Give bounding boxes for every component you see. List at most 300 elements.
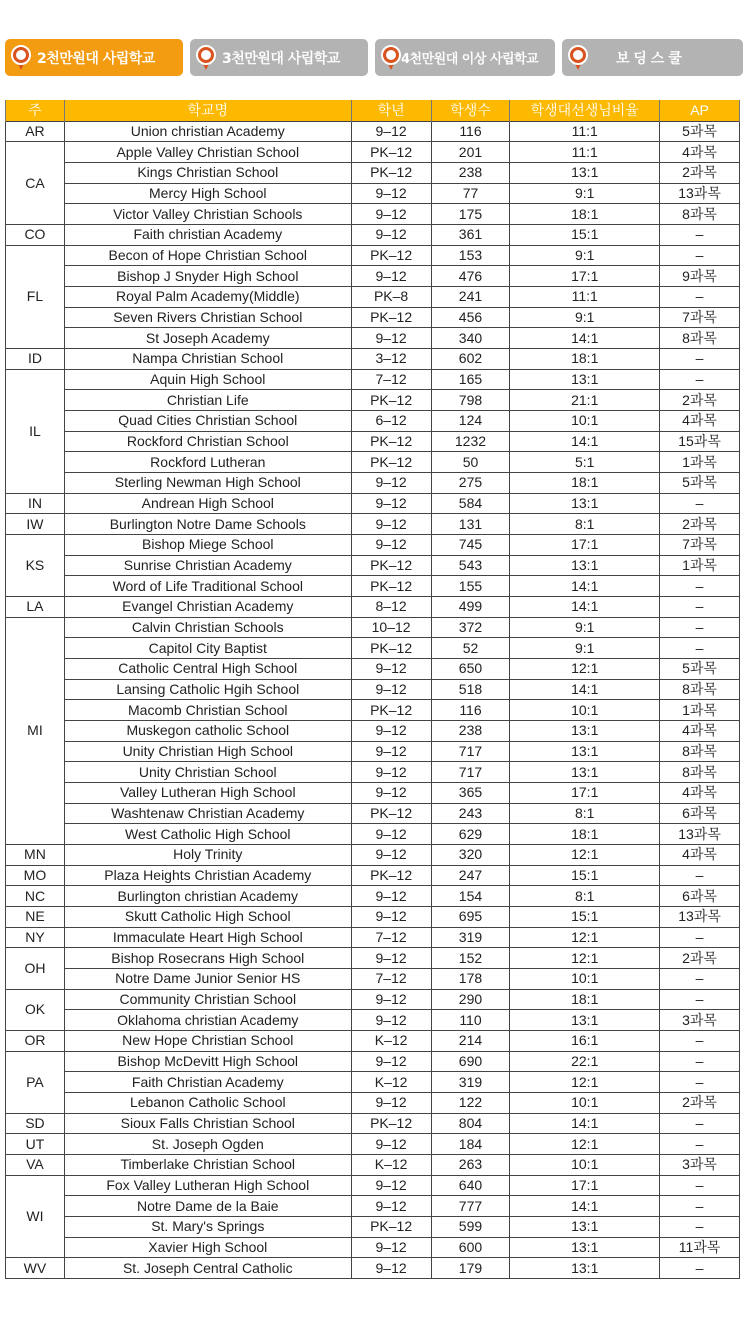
ap-courses-cell: 2과목 — [660, 1093, 740, 1114]
ratio-cell: 14:1 — [510, 1196, 660, 1217]
state-cell: FL — [6, 245, 65, 348]
school-name-cell: Apple Valley Christian School — [64, 142, 351, 163]
school-name-cell: Evangel Christian Academy — [64, 596, 351, 617]
state-cell: IW — [6, 514, 65, 535]
school-name-cell: Christian Life — [64, 390, 351, 411]
ap-courses-cell: 7과목 — [660, 307, 740, 328]
school-name-cell: Fox Valley Lutheran High School — [64, 1175, 351, 1196]
school-name-cell: Notre Dame Junior Senior HS — [64, 969, 351, 990]
grade-cell: PK–12 — [351, 390, 431, 411]
table-row — [6, 534, 740, 555]
ap-courses-cell: – — [660, 1113, 740, 1134]
ap-courses-cell: 5과목 — [660, 121, 740, 142]
ap-courses-cell: – — [660, 927, 740, 948]
ratio-cell: 12:1 — [510, 658, 660, 679]
tab-label: 보 딩 스 쿨 — [616, 50, 682, 67]
state-cell: CO — [6, 224, 65, 245]
ratio-cell: 12:1 — [510, 948, 660, 969]
students-cell: 640 — [431, 1175, 510, 1196]
grade-cell: PK–12 — [351, 1113, 431, 1134]
state-cell: LA — [6, 596, 65, 617]
header-school-name: 학교명 — [64, 100, 351, 121]
table-row — [6, 927, 740, 948]
students-cell: 584 — [431, 493, 510, 514]
grade-cell: 9–12 — [351, 224, 431, 245]
table-row — [6, 1072, 740, 1093]
ratio-cell: 13:1 — [510, 555, 660, 576]
ratio-cell: 13:1 — [510, 1237, 660, 1258]
students-cell: 372 — [431, 617, 510, 638]
table-row — [6, 452, 740, 473]
table-row — [6, 245, 740, 266]
grade-cell: 7–12 — [351, 969, 431, 990]
ap-courses-cell: 11과목 — [660, 1237, 740, 1258]
ap-courses-cell: – — [660, 617, 740, 638]
grade-cell: 9–12 — [351, 679, 431, 700]
ap-courses-cell: 8과목 — [660, 762, 740, 783]
table-row — [6, 638, 740, 659]
state-cell: OK — [6, 989, 65, 1030]
students-cell: 110 — [431, 1010, 510, 1031]
ap-courses-cell: 9과목 — [660, 266, 740, 287]
table-row — [6, 266, 740, 287]
ratio-cell: 9:1 — [510, 183, 660, 204]
school-name-cell: Bishop Miege School — [64, 534, 351, 555]
grade-cell: PK–12 — [351, 803, 431, 824]
table-row — [6, 1237, 740, 1258]
students-cell: 155 — [431, 576, 510, 597]
grade-cell: 9–12 — [351, 514, 431, 535]
ratio-cell: 13:1 — [510, 1258, 660, 1279]
grade-cell: PK–12 — [351, 307, 431, 328]
table-row — [6, 555, 740, 576]
table-row — [6, 658, 740, 679]
ratio-cell: 14:1 — [510, 679, 660, 700]
students-cell: 275 — [431, 472, 510, 493]
ap-courses-cell: 5과목 — [660, 472, 740, 493]
ap-courses-cell: 1과목 — [660, 555, 740, 576]
table-row — [6, 1258, 740, 1279]
ap-courses-cell: – — [660, 969, 740, 990]
tab-bar — [5, 39, 743, 76]
students-cell: 122 — [431, 1093, 510, 1114]
ratio-cell: 8:1 — [510, 886, 660, 907]
state-cell: IN — [6, 493, 65, 514]
ratio-cell: 18:1 — [510, 204, 660, 225]
grade-cell: 9–12 — [351, 907, 431, 928]
state-cell: PA — [6, 1051, 65, 1113]
grade-cell: 9–12 — [351, 845, 431, 866]
state-cell: UT — [6, 1134, 65, 1155]
ap-courses-cell: – — [660, 1031, 740, 1052]
students-cell: 178 — [431, 969, 510, 990]
table-row — [6, 431, 740, 452]
ap-courses-cell: 1과목 — [660, 452, 740, 473]
ap-courses-cell: – — [660, 1175, 740, 1196]
school-name-cell: Becon of Hope Christian School — [64, 245, 351, 266]
map-pin-icon — [11, 45, 31, 71]
school-name-cell: Immaculate Heart High School — [64, 927, 351, 948]
ap-courses-cell: 15과목 — [660, 431, 740, 452]
ratio-cell: 5:1 — [510, 452, 660, 473]
grade-cell: 9–12 — [351, 1010, 431, 1031]
students-cell: 179 — [431, 1258, 510, 1279]
grade-cell: PK–12 — [351, 555, 431, 576]
grade-cell: 9–12 — [351, 948, 431, 969]
school-name-cell: Bishop J Snyder High School — [64, 266, 351, 287]
ap-courses-cell: 2과목 — [660, 390, 740, 411]
students-cell: 629 — [431, 824, 510, 845]
students-cell: 1232 — [431, 431, 510, 452]
table-row — [6, 1010, 740, 1031]
table-row — [6, 1217, 740, 1238]
school-name-cell: Word of Life Traditional School — [64, 576, 351, 597]
ap-courses-cell: 1과목 — [660, 700, 740, 721]
school-name-cell: Bishop Rosecrans High School — [64, 948, 351, 969]
table-row — [6, 1093, 740, 1114]
school-name-cell: Sioux Falls Christian School — [64, 1113, 351, 1134]
students-cell: 290 — [431, 989, 510, 1010]
students-cell: 456 — [431, 307, 510, 328]
ratio-cell: 17:1 — [510, 1175, 660, 1196]
students-cell: 319 — [431, 1072, 510, 1093]
school-table — [5, 100, 740, 1279]
table-row — [6, 886, 740, 907]
ratio-cell: 13:1 — [510, 1217, 660, 1238]
school-name-cell: Mercy High School — [64, 183, 351, 204]
ratio-cell: 14:1 — [510, 328, 660, 349]
map-pin-icon — [196, 45, 216, 71]
table-row — [6, 390, 740, 411]
ratio-cell: 12:1 — [510, 845, 660, 866]
grade-cell: 9–12 — [351, 989, 431, 1010]
grade-cell: 9–12 — [351, 720, 431, 741]
students-cell: 184 — [431, 1134, 510, 1155]
ap-courses-cell: – — [660, 369, 740, 390]
ratio-cell: 13:1 — [510, 493, 660, 514]
ratio-cell: 12:1 — [510, 1134, 660, 1155]
ratio-cell: 10:1 — [510, 969, 660, 990]
state-cell: NE — [6, 907, 65, 928]
table-row — [6, 121, 740, 142]
state-cell: WI — [6, 1175, 65, 1258]
ratio-cell: 14:1 — [510, 1113, 660, 1134]
tab-40m-plus-private-school[interactable] — [375, 39, 555, 76]
ratio-cell: 14:1 — [510, 576, 660, 597]
header-grade: 학년 — [351, 100, 431, 121]
table-row — [6, 204, 740, 225]
grade-cell: 9–12 — [351, 1237, 431, 1258]
ap-courses-cell: 4과목 — [660, 783, 740, 804]
table-row — [6, 1051, 740, 1072]
grade-cell: 9–12 — [351, 493, 431, 514]
grade-cell: 9–12 — [351, 1175, 431, 1196]
students-cell: 650 — [431, 658, 510, 679]
grade-cell: 9–12 — [351, 886, 431, 907]
state-cell: SD — [6, 1113, 65, 1134]
grade-cell: 9–12 — [351, 783, 431, 804]
table-row — [6, 307, 740, 328]
ap-courses-cell: 4과목 — [660, 410, 740, 431]
table-row — [6, 1155, 740, 1176]
ap-courses-cell: – — [660, 865, 740, 886]
students-cell: 116 — [431, 121, 510, 142]
ap-courses-cell: – — [660, 1196, 740, 1217]
grade-cell: PK–12 — [351, 431, 431, 452]
students-cell: 247 — [431, 865, 510, 886]
school-name-cell: Valley Lutheran High School — [64, 783, 351, 804]
school-name-cell: Lansing Catholic Hgih School — [64, 679, 351, 700]
table-row — [6, 700, 740, 721]
table-row — [6, 824, 740, 845]
ratio-cell: 11:1 — [510, 142, 660, 163]
header-ap: AP — [660, 100, 740, 121]
table-row — [6, 783, 740, 804]
grade-cell: 9–12 — [351, 204, 431, 225]
students-cell: 154 — [431, 886, 510, 907]
ap-courses-cell: 6과목 — [660, 803, 740, 824]
ratio-cell: 9:1 — [510, 617, 660, 638]
grade-cell: 3–12 — [351, 348, 431, 369]
ratio-cell: 18:1 — [510, 989, 660, 1010]
state-cell: OH — [6, 948, 65, 989]
grade-cell: K–12 — [351, 1031, 431, 1052]
map-pin-icon — [381, 45, 401, 71]
school-name-cell: Victor Valley Christian Schools — [64, 204, 351, 225]
school-name-cell: Aquin High School — [64, 369, 351, 390]
state-cell: OR — [6, 1031, 65, 1052]
tab-30m-private-school[interactable] — [190, 39, 368, 76]
ap-courses-cell: – — [660, 576, 740, 597]
table-row — [6, 472, 740, 493]
school-name-cell: Andrean High School — [64, 493, 351, 514]
ap-courses-cell: – — [660, 348, 740, 369]
students-cell: 499 — [431, 596, 510, 617]
ratio-cell: 10:1 — [510, 410, 660, 431]
table-row — [6, 803, 740, 824]
table-row — [6, 969, 740, 990]
ratio-cell: 12:1 — [510, 1072, 660, 1093]
table-row — [6, 162, 740, 183]
grade-cell: 9–12 — [351, 1134, 431, 1155]
grade-cell: 9–12 — [351, 824, 431, 845]
ap-courses-cell: 2과목 — [660, 948, 740, 969]
ratio-cell: 17:1 — [510, 266, 660, 287]
ratio-cell: 15:1 — [510, 907, 660, 928]
students-cell: 214 — [431, 1031, 510, 1052]
table-row — [6, 1134, 740, 1155]
ap-courses-cell: 7과목 — [660, 534, 740, 555]
school-name-cell: Nampa Christian School — [64, 348, 351, 369]
school-name-cell: St. Mary's Springs — [64, 1217, 351, 1238]
grade-cell: PK–12 — [351, 638, 431, 659]
school-name-cell: Bishop McDevitt High School — [64, 1051, 351, 1072]
table-row — [6, 328, 740, 349]
students-cell: 263 — [431, 1155, 510, 1176]
table-header-row — [6, 100, 740, 121]
state-cell: NC — [6, 886, 65, 907]
grade-cell: 9–12 — [351, 762, 431, 783]
table-row — [6, 762, 740, 783]
grade-cell: 10–12 — [351, 617, 431, 638]
grade-cell: PK–12 — [351, 162, 431, 183]
table-row — [6, 1113, 740, 1134]
school-name-cell: Oklahoma christian Academy — [64, 1010, 351, 1031]
school-name-cell: Community Christian School — [64, 989, 351, 1010]
school-name-cell: Faith christian Academy — [64, 224, 351, 245]
school-name-cell: Timberlake Christian School — [64, 1155, 351, 1176]
school-name-cell: Muskegon catholic School — [64, 720, 351, 741]
state-cell: ID — [6, 348, 65, 369]
students-cell: 165 — [431, 369, 510, 390]
students-cell: 238 — [431, 162, 510, 183]
ap-courses-cell: 13과목 — [660, 183, 740, 204]
school-name-cell: West Catholic High School — [64, 824, 351, 845]
students-cell: 690 — [431, 1051, 510, 1072]
grade-cell: PK–12 — [351, 245, 431, 266]
grade-cell: PK–12 — [351, 865, 431, 886]
grade-cell: PK–8 — [351, 286, 431, 307]
students-cell: 717 — [431, 762, 510, 783]
ap-courses-cell: – — [660, 245, 740, 266]
students-cell: 319 — [431, 927, 510, 948]
students-cell: 798 — [431, 390, 510, 411]
ratio-cell: 10:1 — [510, 1155, 660, 1176]
school-name-cell: Unity Christian High School — [64, 741, 351, 762]
ap-courses-cell: 8과목 — [660, 328, 740, 349]
table-row — [6, 142, 740, 163]
state-cell: IL — [6, 369, 65, 493]
table-row — [6, 907, 740, 928]
table-row — [6, 514, 740, 535]
state-cell: NY — [6, 927, 65, 948]
grade-cell: 9–12 — [351, 1051, 431, 1072]
state-cell: MI — [6, 617, 65, 844]
tab-label: 2천만원대 사립학교 — [37, 50, 155, 67]
header-state: 주 — [6, 100, 65, 121]
ratio-cell: 13:1 — [510, 1010, 660, 1031]
grade-cell: 8–12 — [351, 596, 431, 617]
students-cell: 599 — [431, 1217, 510, 1238]
school-name-cell: Capitol City Baptist — [64, 638, 351, 659]
school-name-cell: Seven Rivers Christian School — [64, 307, 351, 328]
students-cell: 745 — [431, 534, 510, 555]
ratio-cell: 9:1 — [510, 307, 660, 328]
ap-courses-cell: – — [660, 638, 740, 659]
grade-cell: PK–12 — [351, 576, 431, 597]
ratio-cell: 18:1 — [510, 824, 660, 845]
tab-label: 4천만원대 이상 사립학교 — [401, 52, 539, 67]
grade-cell: 9–12 — [351, 328, 431, 349]
school-name-cell: Burlington christian Academy — [64, 886, 351, 907]
grade-cell: 9–12 — [351, 1196, 431, 1217]
school-name-cell: Holy Trinity — [64, 845, 351, 866]
table-row — [6, 720, 740, 741]
ap-courses-cell: 2과목 — [660, 162, 740, 183]
grade-cell: 6–12 — [351, 410, 431, 431]
table-row — [6, 617, 740, 638]
tab-20m-private-school[interactable] — [5, 39, 183, 76]
ap-courses-cell: – — [660, 1217, 740, 1238]
ap-courses-cell: – — [660, 596, 740, 617]
ratio-cell: 11:1 — [510, 121, 660, 142]
students-cell: 77 — [431, 183, 510, 204]
ratio-cell: 15:1 — [510, 224, 660, 245]
ratio-cell: 13:1 — [510, 762, 660, 783]
ratio-cell: 8:1 — [510, 803, 660, 824]
ratio-cell: 10:1 — [510, 1093, 660, 1114]
tab-boarding-school[interactable] — [562, 39, 743, 76]
students-cell: 804 — [431, 1113, 510, 1134]
ap-courses-cell: – — [660, 224, 740, 245]
students-cell: 153 — [431, 245, 510, 266]
school-name-cell: Skutt Catholic High School — [64, 907, 351, 928]
school-name-cell: Plaza Heights Christian Academy — [64, 865, 351, 886]
ap-courses-cell: – — [660, 1134, 740, 1155]
school-name-cell: Rockford Christian School — [64, 431, 351, 452]
ap-courses-cell: 8과목 — [660, 741, 740, 762]
school-name-cell: Macomb Christian School — [64, 700, 351, 721]
school-name-cell: Unity Christian School — [64, 762, 351, 783]
ratio-cell: 13:1 — [510, 162, 660, 183]
ratio-cell: 13:1 — [510, 369, 660, 390]
grade-cell: 7–12 — [351, 369, 431, 390]
ap-courses-cell: – — [660, 1072, 740, 1093]
table-row — [6, 348, 740, 369]
students-cell: 243 — [431, 803, 510, 824]
ap-courses-cell: 4과목 — [660, 845, 740, 866]
ap-courses-cell: 8과목 — [660, 204, 740, 225]
state-cell: CA — [6, 142, 65, 225]
grade-cell: 9–12 — [351, 183, 431, 204]
ap-courses-cell: 13과목 — [660, 824, 740, 845]
ap-courses-cell: 5과목 — [660, 658, 740, 679]
students-cell: 602 — [431, 348, 510, 369]
table-row — [6, 1031, 740, 1052]
school-name-cell: Sterling Newman High School — [64, 472, 351, 493]
ratio-cell: 14:1 — [510, 431, 660, 452]
students-cell: 116 — [431, 700, 510, 721]
grade-cell: 7–12 — [351, 927, 431, 948]
grade-cell: K–12 — [351, 1072, 431, 1093]
school-name-cell: St. Joseph Ogden — [64, 1134, 351, 1155]
grade-cell: 9–12 — [351, 266, 431, 287]
ap-courses-cell: 13과목 — [660, 907, 740, 928]
table-row — [6, 224, 740, 245]
students-cell: 238 — [431, 720, 510, 741]
students-cell: 476 — [431, 266, 510, 287]
ratio-cell: 9:1 — [510, 245, 660, 266]
grade-cell: PK–12 — [351, 452, 431, 473]
ap-courses-cell: 2과목 — [660, 514, 740, 535]
grade-cell: 9–12 — [351, 1093, 431, 1114]
ratio-cell: 18:1 — [510, 348, 660, 369]
students-cell: 131 — [431, 514, 510, 535]
ratio-cell: 8:1 — [510, 514, 660, 535]
grade-cell: K–12 — [351, 1155, 431, 1176]
ap-courses-cell: 3과목 — [660, 1155, 740, 1176]
table-row — [6, 865, 740, 886]
table-row — [6, 741, 740, 762]
school-name-cell: Burlington Notre Dame Schools — [64, 514, 351, 535]
header-ratio: 학생대선생님비율 — [510, 100, 660, 121]
ratio-cell: 17:1 — [510, 534, 660, 555]
ap-courses-cell: – — [660, 1258, 740, 1279]
ap-courses-cell: 4과목 — [660, 720, 740, 741]
ap-courses-cell: 4과목 — [660, 142, 740, 163]
grade-cell: PK–12 — [351, 700, 431, 721]
school-name-cell: Royal Palm Academy(Middle) — [64, 286, 351, 307]
